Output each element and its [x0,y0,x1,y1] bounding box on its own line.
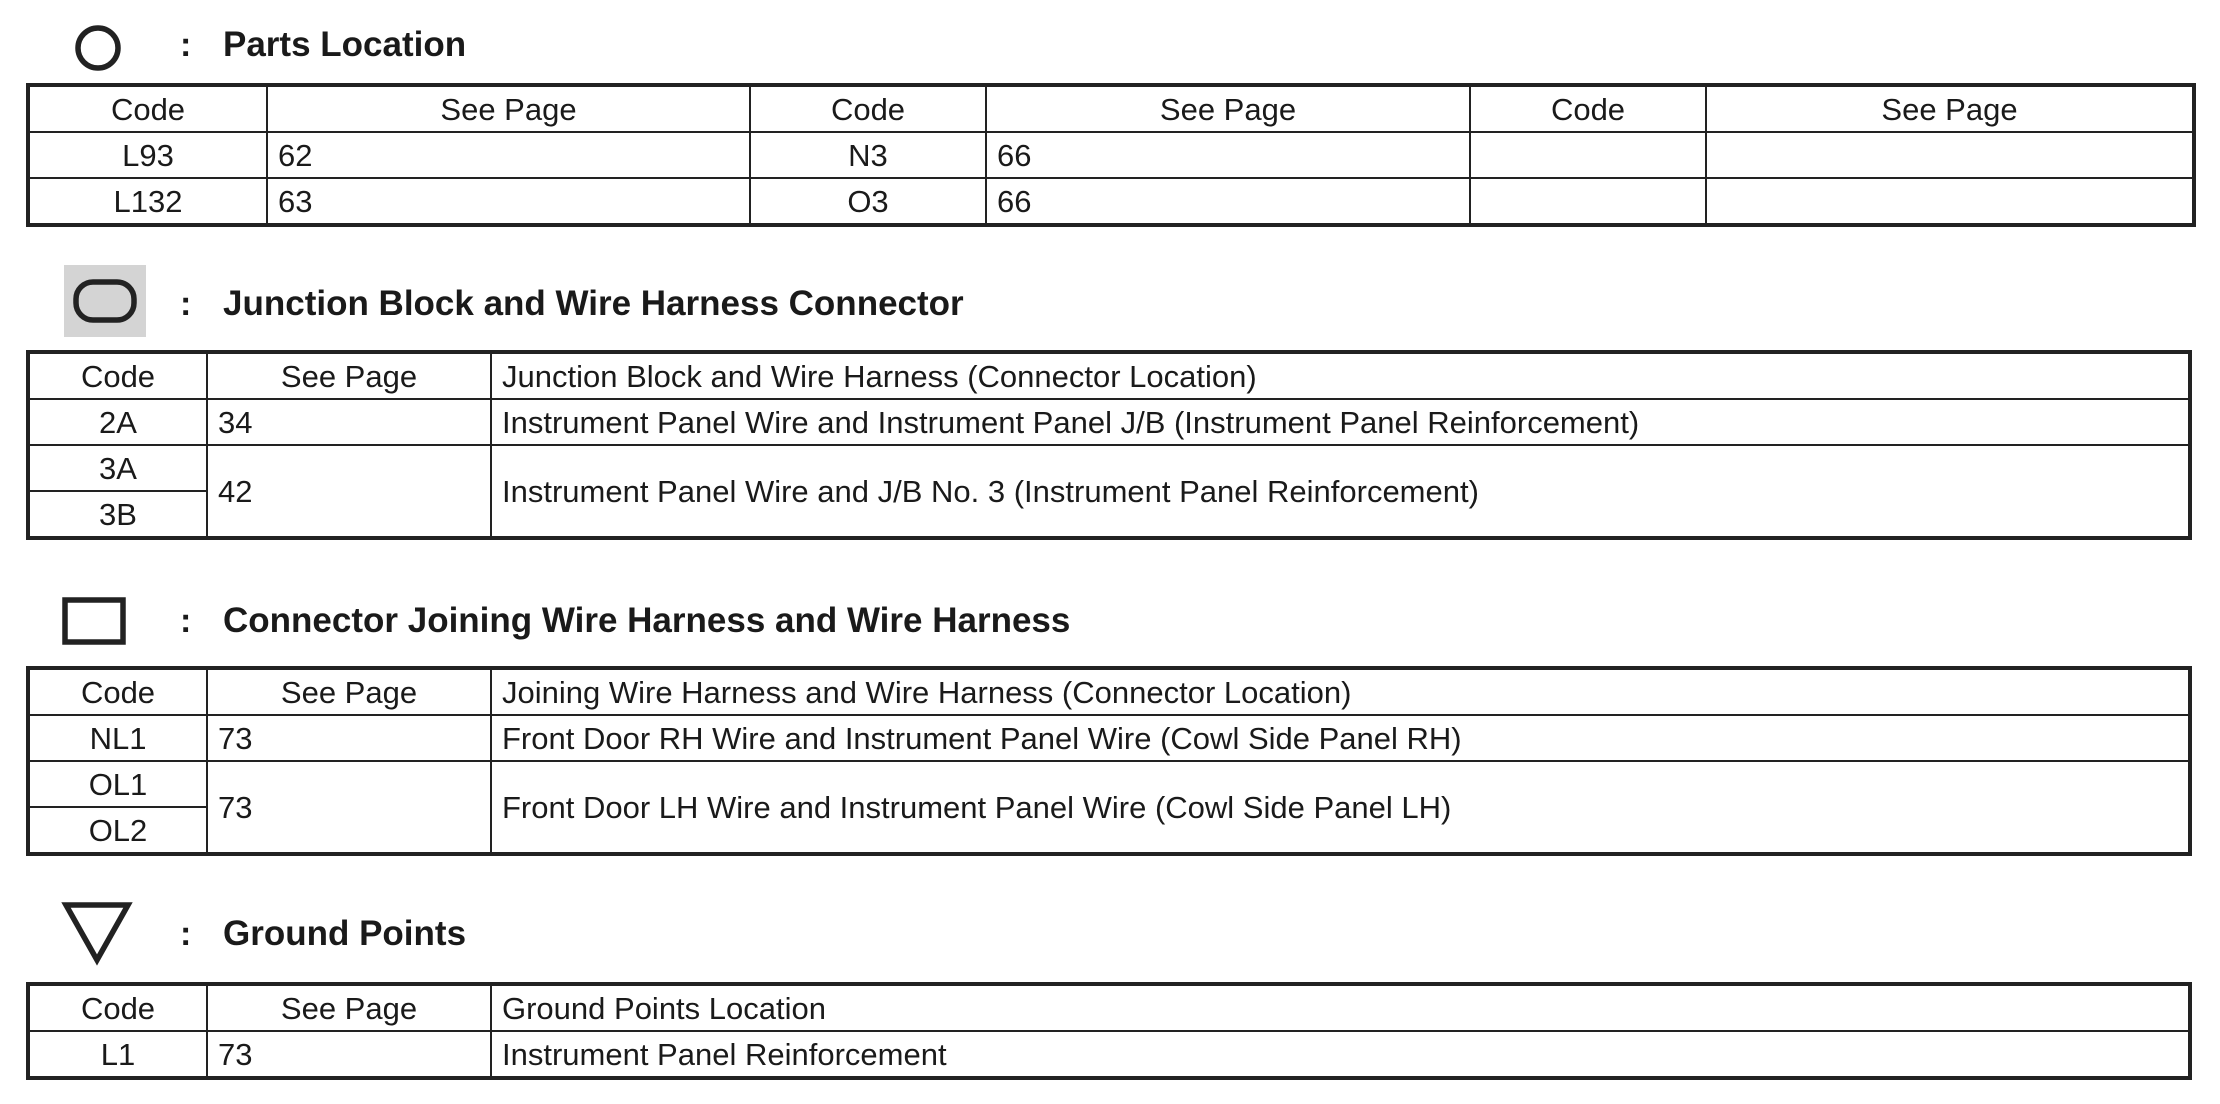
header-cell: See Page [267,85,750,132]
page-cell [1706,178,2194,225]
table-row [28,132,2194,178]
description-cell: Instrument Panel Reinforcement [491,1031,2190,1078]
ground-points-table [26,982,2192,1080]
header-cell: See Page [207,352,491,399]
description-cell: Front Door RH Wire and Instrument Panel Wire (Cowl Side Panel RH) [491,715,2190,761]
header-cell: Code [28,85,267,132]
junction-block-table [26,350,2192,540]
section-title: Junction Block and Wire Harness Connector [223,284,964,323]
table-row [28,1031,2190,1078]
code-cell: OL1 [28,761,207,807]
table-row [28,399,2190,445]
page-cell: 66 [986,132,1470,178]
circle-icon [72,22,124,74]
header-cell: See Page [1706,85,2194,132]
header-cell: See Page [207,668,491,715]
header-cell: Code [750,85,986,132]
connector-joining-header [0,585,2220,655]
rounded-rectangle-icon [64,265,146,337]
code-cell: 2A [28,399,207,445]
page-cell: 66 [986,178,1470,225]
header-cell: Code [28,352,207,399]
rectangle-icon [62,597,126,647]
code-cell: L1 [28,1031,207,1078]
code-cell [1470,178,1706,225]
triangle-down-icon [60,900,134,966]
junction-block-header [0,262,2220,332]
ground-points-header [0,896,2220,966]
page-cell: 73 [207,1031,491,1078]
code-cell: O3 [750,178,986,225]
header-cell: Junction Block and Wire Harness (Connector Location) [491,352,2190,399]
table-row [28,178,2194,225]
page-cell: 73 [207,715,491,761]
code-cell: NL1 [28,715,207,761]
section-colon: : [180,26,192,64]
section-colon: : [180,285,192,323]
code-cell: OL2 [28,807,207,854]
page-cell: 63 [267,178,750,225]
section-colon: : [180,915,192,953]
table-header-row [28,984,2190,1031]
code-cell [1470,132,1706,178]
table-header-row [28,352,2190,399]
page-cell [1706,132,2194,178]
connector-joining-table [26,666,2192,856]
page-cell: 42 [207,445,491,538]
header-cell: Code [28,668,207,715]
header-cell: See Page [986,85,1470,132]
header-cell: See Page [207,984,491,1031]
page-cell: 73 [207,761,491,854]
header-cell: Joining Wire Harness and Wire Harness (Connector Location) [491,668,2190,715]
section-title: Parts Location [223,25,467,64]
table-row [28,715,2190,761]
page-cell: 62 [267,132,750,178]
code-cell: L132 [28,178,267,225]
section-title: Connector Joining Wire Harness and Wire Harness [223,601,1071,640]
table-row [28,445,2190,491]
code-cell: 3A [28,445,207,491]
page-cell: 34 [207,399,491,445]
code-cell: N3 [750,132,986,178]
description-cell: Instrument Panel Wire and J/B No. 3 (Instrument Panel Reinforcement) [491,445,2190,538]
code-cell: 3B [28,491,207,538]
parts-location-table [26,83,2196,227]
parts-location-header [0,10,2220,80]
header-cell: Ground Points Location [491,984,2190,1031]
table-row [28,761,2190,807]
table-header-row [28,668,2190,715]
description-cell: Front Door LH Wire and Instrument Panel Wire (Cowl Side Panel LH) [491,761,2190,854]
header-cell: Code [28,984,207,1031]
code-cell: L93 [28,132,267,178]
header-cell: Code [1470,85,1706,132]
section-colon: : [180,602,192,640]
description-cell: Instrument Panel Wire and Instrument Panel J/B (Instrument Panel Reinforcement) [491,399,2190,445]
section-title: Ground Points [223,914,467,953]
table-header-row [28,85,2194,132]
